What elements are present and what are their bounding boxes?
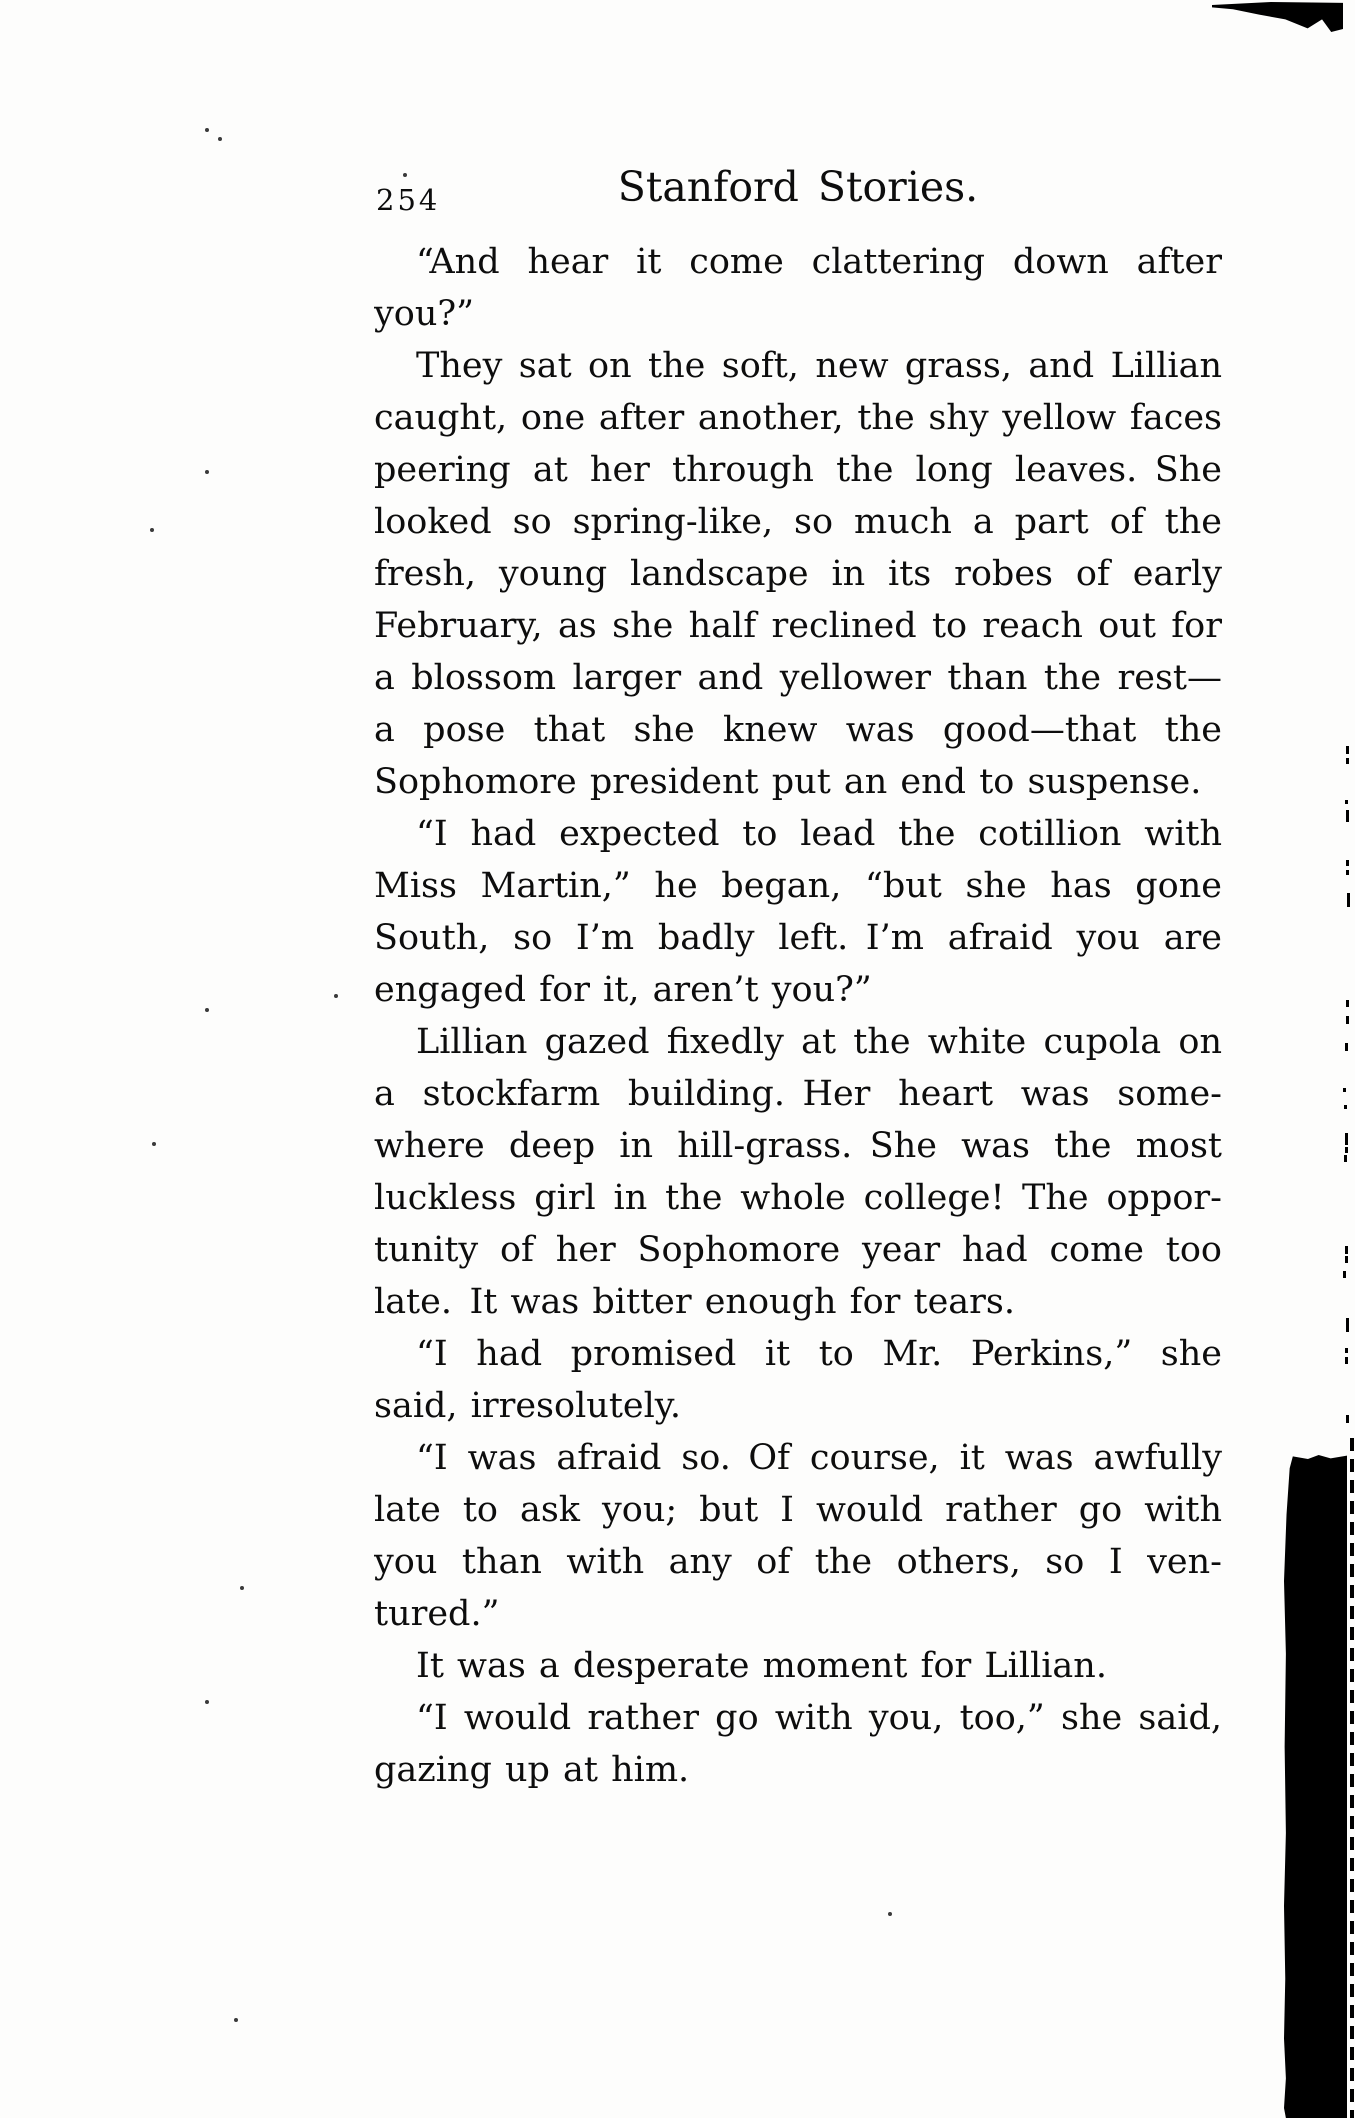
scan-speck bbox=[1343, 1088, 1346, 1092]
page-number: 254 bbox=[376, 183, 441, 217]
scan-speck bbox=[1346, 746, 1349, 754]
scan-speck bbox=[1345, 1256, 1348, 1263]
scan-speck bbox=[334, 994, 338, 998]
body-text bbox=[374, 236, 1222, 1796]
scan-speck bbox=[1346, 860, 1349, 866]
text-line: Sophomore president put an end to suspense. bbox=[374, 762, 1202, 802]
scan-speck bbox=[1343, 1271, 1346, 1278]
paragraph bbox=[374, 808, 1222, 1016]
text-line: where deep in hill-grass. She was the most bbox=[374, 1126, 1222, 1166]
text-line: looked so spring-like, so much a part of the bbox=[374, 502, 1222, 542]
text-line: “And hear it come clattering down after bbox=[416, 242, 1222, 282]
scan-speck bbox=[205, 128, 209, 132]
scan-speck bbox=[1346, 1000, 1349, 1007]
scan-speck bbox=[1346, 758, 1349, 764]
scan-speck bbox=[152, 1142, 156, 1146]
text-line: They sat on the soft, new grass, and Lillian bbox=[416, 346, 1222, 386]
scan-speck bbox=[1344, 1155, 1347, 1162]
paragraph bbox=[374, 340, 1222, 808]
text-line: late. It was bitter enough for tears. bbox=[374, 1282, 1015, 1322]
scan-speck bbox=[1346, 870, 1349, 875]
text-line: It was a desperate moment for Lillian. bbox=[416, 1646, 1107, 1686]
text-line: tured.” bbox=[374, 1594, 500, 1634]
text-line: gazing up at him. bbox=[374, 1750, 690, 1790]
scan-speck bbox=[234, 2018, 238, 2022]
running-title: Stanford Stories. bbox=[617, 163, 979, 211]
scan-speck bbox=[240, 1586, 244, 1590]
paragraph bbox=[374, 236, 1222, 340]
scan-speck bbox=[1344, 1105, 1347, 1109]
scan-blotch-top-right-icon bbox=[1212, 2, 1343, 32]
text-line: “I would rather go with you, too,” she said, bbox=[416, 1698, 1222, 1738]
scan-speck bbox=[1346, 810, 1349, 822]
scan-speck bbox=[1346, 1016, 1349, 1024]
text-line: Miss Martin,” he began, “but she has gone bbox=[374, 866, 1222, 906]
text-line: “I had promised it to Mr. Perkins,” she bbox=[416, 1334, 1222, 1374]
scan-edge-dash-line bbox=[1350, 1438, 1354, 2118]
text-line: a blossom larger and yellower than the rest— bbox=[374, 658, 1222, 698]
text-line: February, as she half reclined to reach out for bbox=[374, 606, 1222, 646]
text-line: you?” bbox=[374, 294, 475, 334]
scan-speck bbox=[1346, 1318, 1349, 1332]
text-line: you than with any of the others, so I ven- bbox=[374, 1542, 1222, 1582]
scan-speck bbox=[1345, 1147, 1348, 1153]
scan-speck bbox=[205, 1008, 209, 1012]
scan-speck bbox=[218, 137, 222, 141]
scan-speck bbox=[1347, 893, 1350, 907]
scan-speck bbox=[205, 470, 209, 474]
paragraph bbox=[374, 1432, 1222, 1640]
text-line: South, so I’m badly left. I’m afraid you are bbox=[374, 918, 1222, 958]
scan-speck bbox=[205, 1700, 209, 1704]
scan-speck bbox=[1345, 1043, 1348, 1051]
text-line: Lillian gazed fixedly at the white cupola on bbox=[416, 1022, 1222, 1062]
scan-speck bbox=[1345, 1357, 1348, 1364]
text-line: late to ask you; but I would rather go with bbox=[374, 1490, 1222, 1530]
text-line: fresh, young landscape in its robes of early bbox=[374, 554, 1222, 594]
scan-speck bbox=[403, 173, 407, 177]
text-line: a pose that she knew was good—that the bbox=[374, 710, 1222, 750]
scan-speck bbox=[1345, 800, 1348, 804]
text-line: “I had expected to lead the cotillion with bbox=[416, 814, 1222, 854]
text-line: luckless girl in the whole college! The oppor- bbox=[374, 1178, 1222, 1218]
paragraph bbox=[374, 1640, 1222, 1692]
paragraph bbox=[374, 1692, 1222, 1796]
text-line: engaged for it, aren’t you?” bbox=[374, 970, 872, 1010]
text-line: tunity of her Sophomore year had come too bbox=[374, 1230, 1222, 1270]
scan-speck bbox=[1345, 1348, 1348, 1353]
text-line: caught, one after another, the shy yellow faces bbox=[374, 398, 1222, 438]
page-header bbox=[374, 0, 1222, 230]
paragraph bbox=[374, 1016, 1222, 1328]
text-line: peering at her through the long leaves. She bbox=[374, 450, 1222, 490]
text-line: “I was afraid so. Of course, it was awfully bbox=[416, 1438, 1222, 1478]
scan-speck bbox=[1345, 1133, 1348, 1145]
scan-speck bbox=[1345, 1246, 1348, 1254]
scan-speck bbox=[150, 528, 154, 532]
scan-bar-bottom-right bbox=[1284, 1455, 1347, 2118]
text-line: a stockfarm building. Her heart was some- bbox=[374, 1074, 1222, 1114]
paragraph bbox=[374, 1328, 1222, 1432]
scan-speck bbox=[1346, 1415, 1349, 1423]
text-line: said, irresolutely. bbox=[374, 1386, 682, 1426]
scan-speck bbox=[888, 1912, 892, 1916]
